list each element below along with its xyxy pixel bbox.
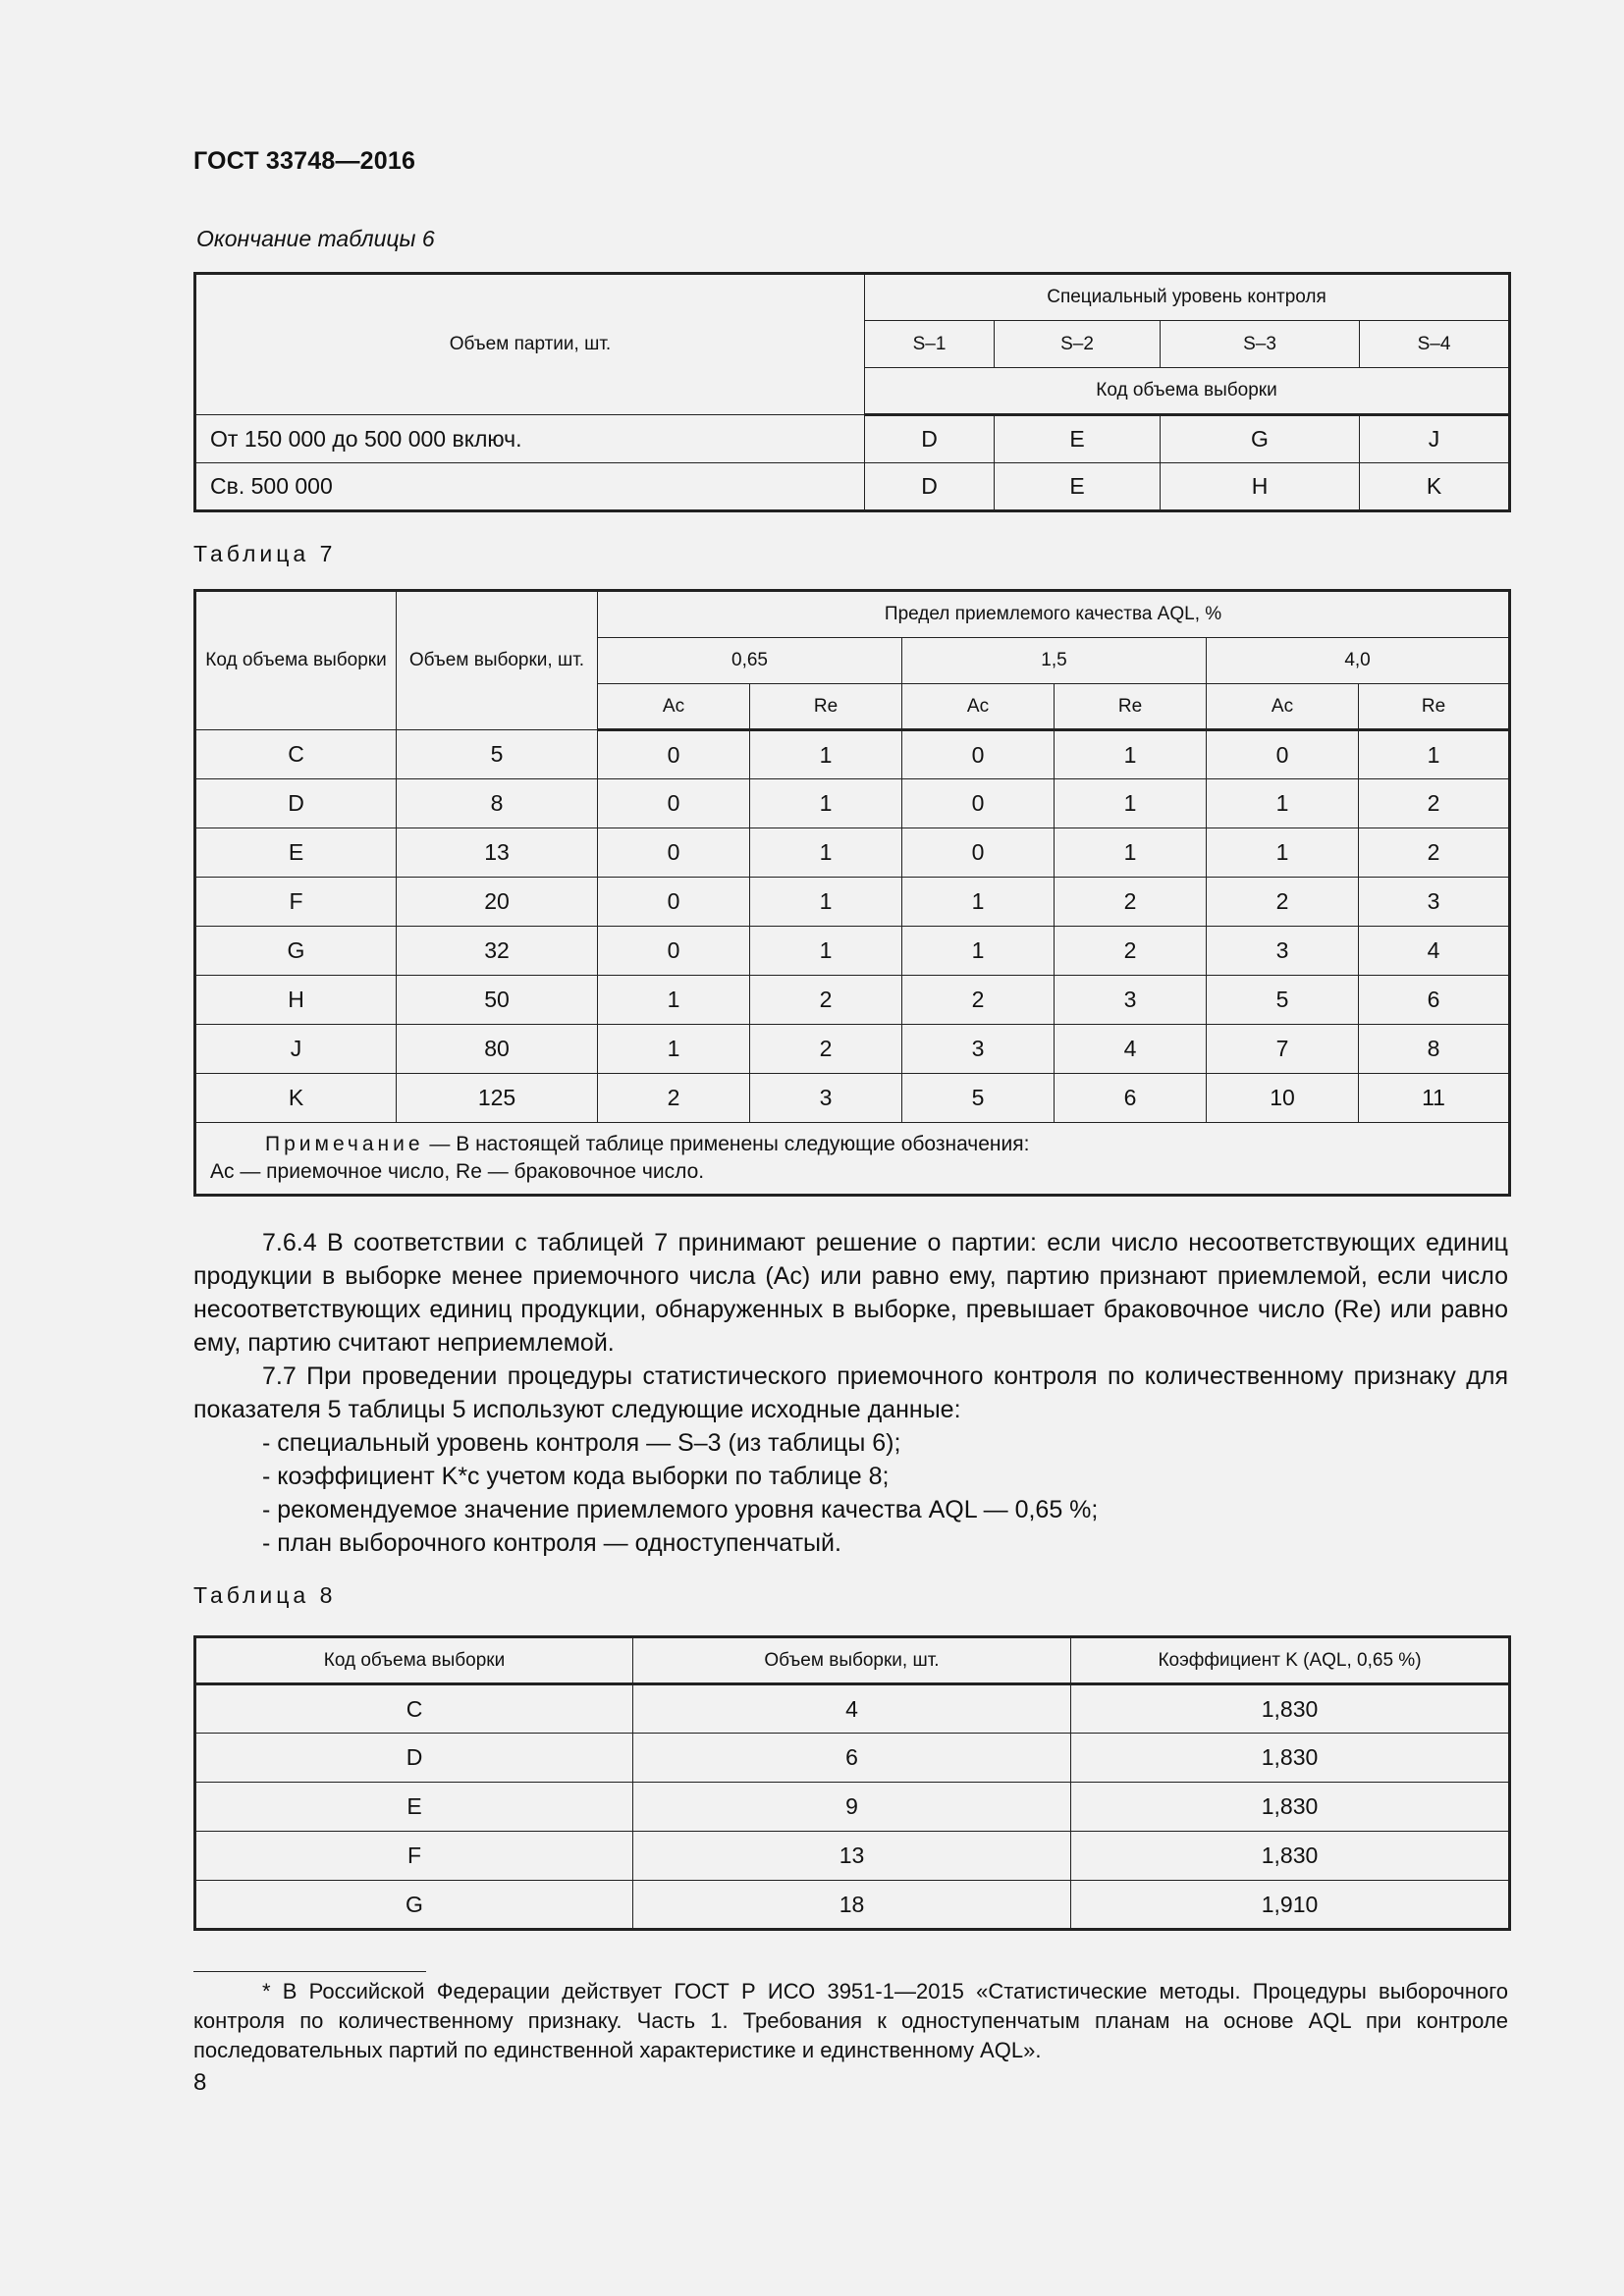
re-cell: 1 [750, 730, 902, 779]
code-cell: K [1360, 463, 1510, 511]
re-cell: 1 [750, 878, 902, 927]
sample-code-header: Код объема выборки [865, 368, 1510, 415]
ac-cell: 0 [598, 878, 750, 927]
code-cell: E [995, 463, 1161, 511]
sample-code-cell: C [195, 1684, 633, 1734]
page-number: 8 [193, 2069, 207, 2096]
coefficient-cell: 1,830 [1071, 1684, 1510, 1734]
ac-cell: 0 [902, 828, 1055, 878]
document-header: ГОСТ 33748—2016 [193, 147, 416, 175]
sample-code-cell: D [195, 1734, 633, 1783]
sample-size-cell: 18 [633, 1881, 1071, 1930]
re-cell: 2 [750, 976, 902, 1025]
sample-code-cell: G [195, 927, 397, 976]
re-cell: 2 [750, 1025, 902, 1074]
ac-cell: 1 [1207, 828, 1359, 878]
table-8 [193, 1635, 1511, 1931]
re-cell: 11 [1359, 1074, 1510, 1123]
table-7 [193, 589, 1511, 1197]
sample-size-cell: 4 [633, 1684, 1071, 1734]
sample-code-cell: E [195, 1783, 633, 1832]
code-cell: H [1161, 463, 1360, 511]
re-cell: 3 [1359, 878, 1510, 927]
ac-cell: 0 [902, 730, 1055, 779]
re-cell: 2 [1055, 878, 1207, 927]
sample-size-cell: 80 [397, 1025, 598, 1074]
code-cell: D [865, 415, 995, 463]
footnote-divider [193, 1971, 426, 1972]
re-header: Re [1055, 684, 1207, 730]
aql-level-header: 1,5 [902, 638, 1207, 684]
table-row [195, 415, 1510, 463]
ac-cell: 0 [1207, 730, 1359, 779]
table-row [195, 1025, 1510, 1074]
paragraph-7-6-4: 7.6.4 В соответствии с таблицей 7 принимают решение о партии: если число несоответствующих единиц продукции в выборке менее приемочного числа (Ac) или равно ему, партию признают приемлемой, если число несоответствующих единиц продукции, обнаруженных в выборке, превышает браковочное число (Re) или равно ему, партию считают неприемлемой. [193, 1229, 1508, 1357]
sample-code-header: Код объема выборки [195, 1637, 633, 1684]
table-row [195, 1734, 1510, 1783]
table7-note [195, 1123, 1510, 1196]
re-header: Re [1359, 684, 1510, 730]
table-row [195, 1074, 1510, 1123]
ac-header: Ac [1207, 684, 1359, 730]
re-cell: 1 [1359, 730, 1510, 779]
code-cell: D [865, 463, 995, 511]
list-item: - коэффициент K*с учетом кода выборки по таблице 8; [262, 1463, 890, 1490]
ac-cell: 3 [1207, 927, 1359, 976]
paragraph-7-7: 7.7 При проведении процедуры статистического приемочного контроля по количественному признаку для показателя 5 таблицы 5 используют следующие исходные данные: [193, 1362, 1508, 1423]
sample-size-cell: 13 [397, 828, 598, 878]
table6-continuation-caption: Окончание таблицы 6 [196, 226, 435, 251]
table-row [195, 779, 1510, 828]
coefficient-cell: 1,910 [1071, 1881, 1510, 1930]
re-cell: 1 [1055, 730, 1207, 779]
ac-cell: 1 [598, 976, 750, 1025]
table-row [195, 927, 1510, 976]
sample-code-cell: C [195, 730, 397, 779]
table7-caption: Таблица 7 [193, 541, 337, 566]
table-row [195, 1881, 1510, 1930]
table8-caption: Таблица 8 [193, 1582, 337, 1608]
lot-size-cell: От 150 000 до 500 000 включ. [195, 415, 865, 463]
special-level-header: Специальный уровень контроля [865, 274, 1510, 321]
sample-code-cell: D [195, 779, 397, 828]
ac-cell: 5 [1207, 976, 1359, 1025]
ac-cell: 0 [902, 779, 1055, 828]
note-text: — В настоящей таблице применены следующие обозначения: [423, 1133, 1030, 1155]
re-cell: 3 [1055, 976, 1207, 1025]
re-cell: 1 [1055, 779, 1207, 828]
ac-cell: 2 [598, 1074, 750, 1123]
sample-size-header: Объем выборки, шт. [633, 1637, 1071, 1684]
sample-code-cell: K [195, 1074, 397, 1123]
sample-code-cell: H [195, 976, 397, 1025]
aql-level-header: 0,65 [598, 638, 902, 684]
table-row [195, 976, 1510, 1025]
table-row [195, 463, 1510, 511]
lot-size-cell: Св. 500 000 [195, 463, 865, 511]
re-cell: 2 [1359, 828, 1510, 878]
sample-size-cell: 6 [633, 1734, 1071, 1783]
list-item: - план выборочного контроля — одноступенчатый. [262, 1529, 841, 1557]
re-cell: 3 [750, 1074, 902, 1123]
coefficient-header: Коэффициент K (AQL, 0,65 %) [1071, 1637, 1510, 1684]
sample-size-cell: 5 [397, 730, 598, 779]
code-cell: J [1360, 415, 1510, 463]
ac-cell: 2 [902, 976, 1055, 1025]
ac-cell: 0 [598, 927, 750, 976]
table-row [195, 1684, 1510, 1734]
re-cell: 8 [1359, 1025, 1510, 1074]
sample-size-cell: 50 [397, 976, 598, 1025]
re-cell: 2 [1359, 779, 1510, 828]
footnote [193, 1977, 1508, 2065]
list-item: - специальный уровень контроля — S–3 (из таблицы 6); [262, 1429, 901, 1457]
coefficient-cell: 1,830 [1071, 1832, 1510, 1881]
list-item: - рекомендуемое значение приемлемого уровня качества AQL — 0,65 %; [262, 1496, 1099, 1523]
sample-size-cell: 125 [397, 1074, 598, 1123]
re-cell: 1 [750, 779, 902, 828]
body-text [193, 1226, 1508, 1560]
sample-size-cell: 32 [397, 927, 598, 976]
table-row [195, 1832, 1510, 1881]
ac-cell: 10 [1207, 1074, 1359, 1123]
sample-code-cell: F [195, 1832, 633, 1881]
ac-cell: 0 [598, 730, 750, 779]
table-row [195, 1783, 1510, 1832]
level-header: S–3 [1161, 321, 1360, 368]
aql-level-header: 4,0 [1207, 638, 1510, 684]
ac-cell: 1 [1207, 779, 1359, 828]
sample-code-cell: F [195, 878, 397, 927]
re-cell: 1 [750, 828, 902, 878]
sample-size-header: Объем выборки, шт. [397, 591, 598, 730]
ac-cell: 2 [1207, 878, 1359, 927]
re-cell: 6 [1359, 976, 1510, 1025]
note-label: Примечание [265, 1133, 424, 1155]
table-row [195, 828, 1510, 878]
level-header: S–2 [995, 321, 1161, 368]
lot-size-header: Объем партии, шт. [195, 274, 865, 415]
re-cell: 1 [1055, 828, 1207, 878]
ac-cell: 1 [598, 1025, 750, 1074]
level-header: S–1 [865, 321, 995, 368]
level-header: S–4 [1360, 321, 1510, 368]
re-cell: 1 [750, 927, 902, 976]
ac-cell: 0 [598, 779, 750, 828]
re-cell: 4 [1055, 1025, 1207, 1074]
coefficient-cell: 1,830 [1071, 1783, 1510, 1832]
sample-code-cell: J [195, 1025, 397, 1074]
sample-code-cell: E [195, 828, 397, 878]
ac-header: Ac [598, 684, 750, 730]
code-cell: E [995, 415, 1161, 463]
re-header: Re [750, 684, 902, 730]
coefficient-cell: 1,830 [1071, 1734, 1510, 1783]
sample-size-cell: 13 [633, 1832, 1071, 1881]
table-row [195, 730, 1510, 779]
note-line2: Ac — приемочное число, Re — браковочное число. [210, 1160, 705, 1183]
table-6-end [193, 272, 1511, 512]
ac-cell: 0 [598, 828, 750, 878]
ac-cell: 3 [902, 1025, 1055, 1074]
sample-size-cell: 20 [397, 878, 598, 927]
table-row [195, 878, 1510, 927]
sample-size-cell: 9 [633, 1783, 1071, 1832]
sample-code-header: Код объема выборки [195, 591, 397, 730]
ac-cell: 5 [902, 1074, 1055, 1123]
sample-size-cell: 8 [397, 779, 598, 828]
ac-cell: 7 [1207, 1025, 1359, 1074]
re-cell: 6 [1055, 1074, 1207, 1123]
code-cell: G [1161, 415, 1360, 463]
re-cell: 4 [1359, 927, 1510, 976]
ac-cell: 1 [902, 927, 1055, 976]
aql-header: Предел приемлемого качества AQL, % [598, 591, 1510, 638]
ac-cell: 1 [902, 878, 1055, 927]
re-cell: 2 [1055, 927, 1207, 976]
footnote-text: * В Российской Федерации действует ГОСТ Р ИСО 3951-1—2015 «Статистические методы. Процедуры выборочного контроля по количественному признаку. Часть 1. Требования к одноступенчатым планам на основе AQL при контроле последовательных партий по единственной характеристике и единственному AQL». [193, 1979, 1508, 2062]
sample-code-cell: G [195, 1881, 633, 1930]
ac-header: Ac [902, 684, 1055, 730]
